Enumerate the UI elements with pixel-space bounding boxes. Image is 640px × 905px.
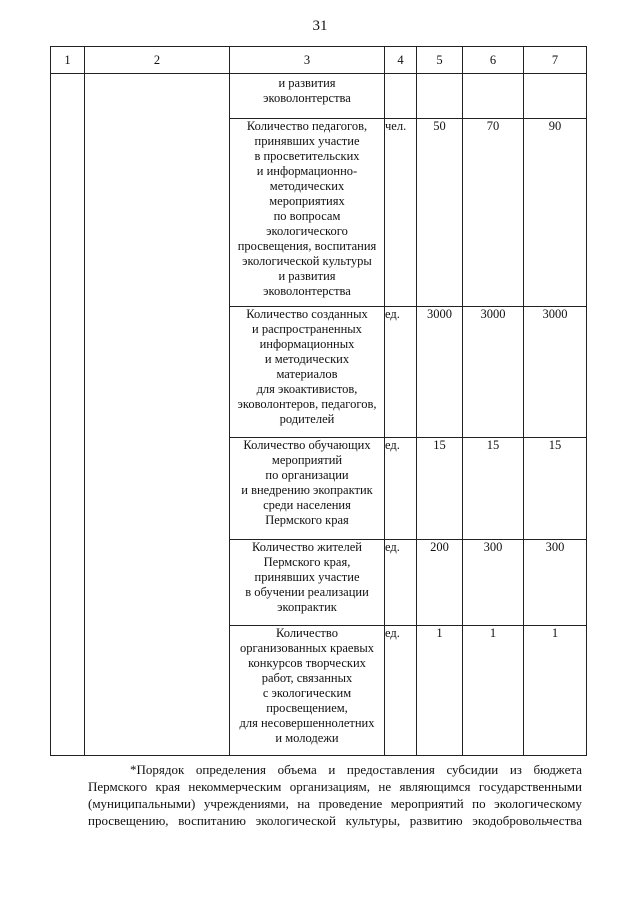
value-2023-cell: 15 — [463, 438, 524, 540]
footnote — [88, 761, 582, 829]
value-2023-cell: 300 — [463, 540, 524, 626]
footnote-line-2: Пермского края некоммерческим организациям, не являющимся государственными — [88, 779, 582, 794]
value-2022-cell: 3000 — [417, 307, 463, 438]
unit-cell: ед. — [385, 438, 417, 540]
value-2022-cell: 50 — [417, 119, 463, 307]
value-2024-cell — [524, 74, 587, 119]
value-2023-cell: 1 — [463, 626, 524, 756]
indicator-cell — [230, 307, 385, 438]
value-2022-cell: 1 — [417, 626, 463, 756]
indicator-text: Количество созданных и распространенных информационных и методических материалов для экоактивистов, эковолонтеров, педагогов, родителей — [237, 307, 377, 426]
indicator-text: и развития эковолонтерства — [263, 76, 351, 105]
indicator-cell — [230, 626, 385, 756]
indicator-text: Количество организованных краевых конкурсов творческих работ, связанных с экологическим просвещением, для несовершеннолетних и молодежи — [239, 626, 375, 745]
unit-cell: ед. — [385, 540, 417, 626]
value-2022-cell — [417, 74, 463, 119]
value-2023-cell — [463, 74, 524, 119]
value-2024-cell: 15 — [524, 438, 587, 540]
value-2023-cell: 3000 — [463, 307, 524, 438]
header-col-2: 2 — [85, 47, 230, 74]
value-2022-cell: 15 — [417, 438, 463, 540]
indicator-cell — [230, 540, 385, 626]
unit-cell: ед. — [385, 626, 417, 756]
footnote-line-1: *Порядок определения объема и предоставления субсидии из бюджета — [130, 762, 582, 777]
indicator-cell — [230, 438, 385, 540]
indicator-text: Количество педагогов, принявших участие в просветительских и информационно- методических мероприятиях по вопросам экологического просвещения, воспитания экологической культуры и развития эковолонтерства — [237, 119, 377, 298]
footnote-line-4: просвещению, воспитанию экологической культуры, развитию экодобровольчества — [88, 813, 582, 828]
table-header-row — [51, 47, 587, 74]
value-2024-cell: 1 — [524, 626, 587, 756]
header-col-6: 6 — [463, 47, 524, 74]
header-col-7: 7 — [524, 47, 587, 74]
value-2024-cell: 90 — [524, 119, 587, 307]
table-row — [51, 74, 587, 119]
header-col-4: 4 — [385, 47, 417, 74]
header-col-1: 1 — [51, 47, 85, 74]
indicator-text: Количество жителей Пермского края, принявших участие в обучении реализации экопрактик — [245, 540, 369, 614]
indicators-table — [50, 46, 587, 756]
header-col-5: 5 — [417, 47, 463, 74]
page-number: 31 — [312, 18, 328, 34]
cell-col-1-empty — [51, 74, 85, 756]
unit-cell — [385, 74, 417, 119]
indicator-cell — [230, 74, 385, 119]
footnote-line-3: (муниципальными) учреждениями, на проведение мероприятий по экологическому — [88, 796, 582, 811]
unit-cell: ед. — [385, 307, 417, 438]
value-2024-cell: 300 — [524, 540, 587, 626]
value-2022-cell: 200 — [417, 540, 463, 626]
cell-col-2-empty — [85, 74, 230, 756]
header-col-3: 3 — [230, 47, 385, 74]
unit-cell: чел. — [385, 119, 417, 307]
value-2024-cell: 3000 — [524, 307, 587, 438]
value-2023-cell: 70 — [463, 119, 524, 307]
indicator-text: Количество обучающих мероприятий по организации и внедрению экопрактик среди населения Пермского края — [241, 438, 373, 527]
indicator-cell — [230, 119, 385, 307]
